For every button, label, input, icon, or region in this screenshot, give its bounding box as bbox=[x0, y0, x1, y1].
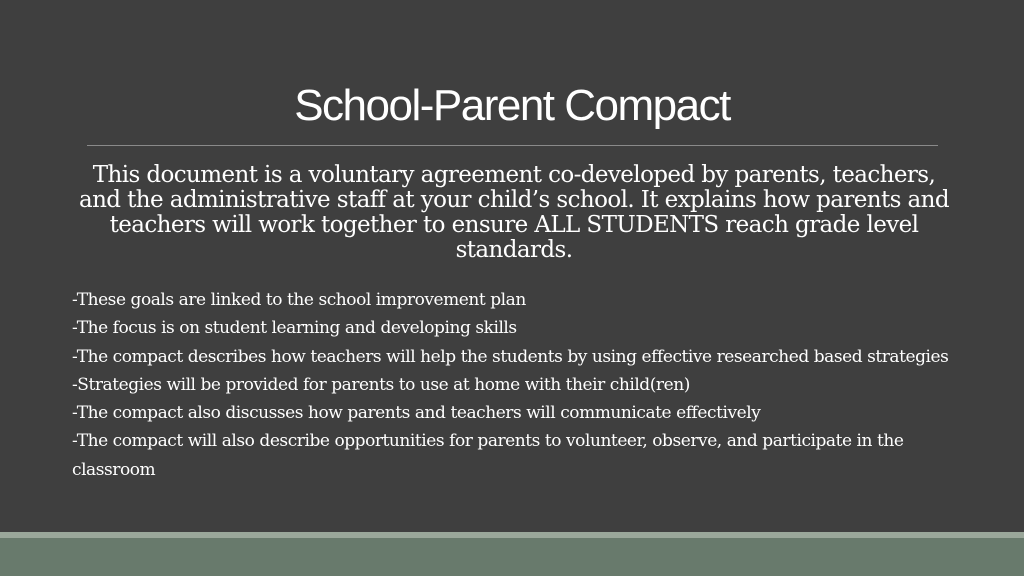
footer-band bbox=[0, 538, 1024, 576]
bullet-item: -The focus is on student learning and developing skills bbox=[72, 318, 517, 339]
bullet-item: -The compact will also describe opportunities for parents to volunteer, observe, and participate in the classroom bbox=[72, 431, 904, 480]
bullet-item: -Strategies will be provided for parents to use at home with their child(ren) bbox=[72, 374, 690, 395]
bullet-item: -The compact also discusses how parents and teachers will communicate effectively bbox=[72, 403, 761, 424]
intro-paragraph: This document is a voluntary agreement co-developed by parents, teachers, and the administrative staff at your child’s school. It explains how parents and teachers will work together to ensure ALL STUDENTS reach grade level standards. bbox=[78, 162, 950, 263]
bullet-item: -These goals are linked to the school improvement plan bbox=[72, 290, 526, 310]
bullet-item: -The compact describes how teachers will help the students by using effective researched based strategies bbox=[72, 346, 949, 367]
slide-title: School-Parent Compact bbox=[294, 81, 730, 130]
bullet-list bbox=[72, 286, 952, 484]
title-divider bbox=[87, 145, 938, 146]
